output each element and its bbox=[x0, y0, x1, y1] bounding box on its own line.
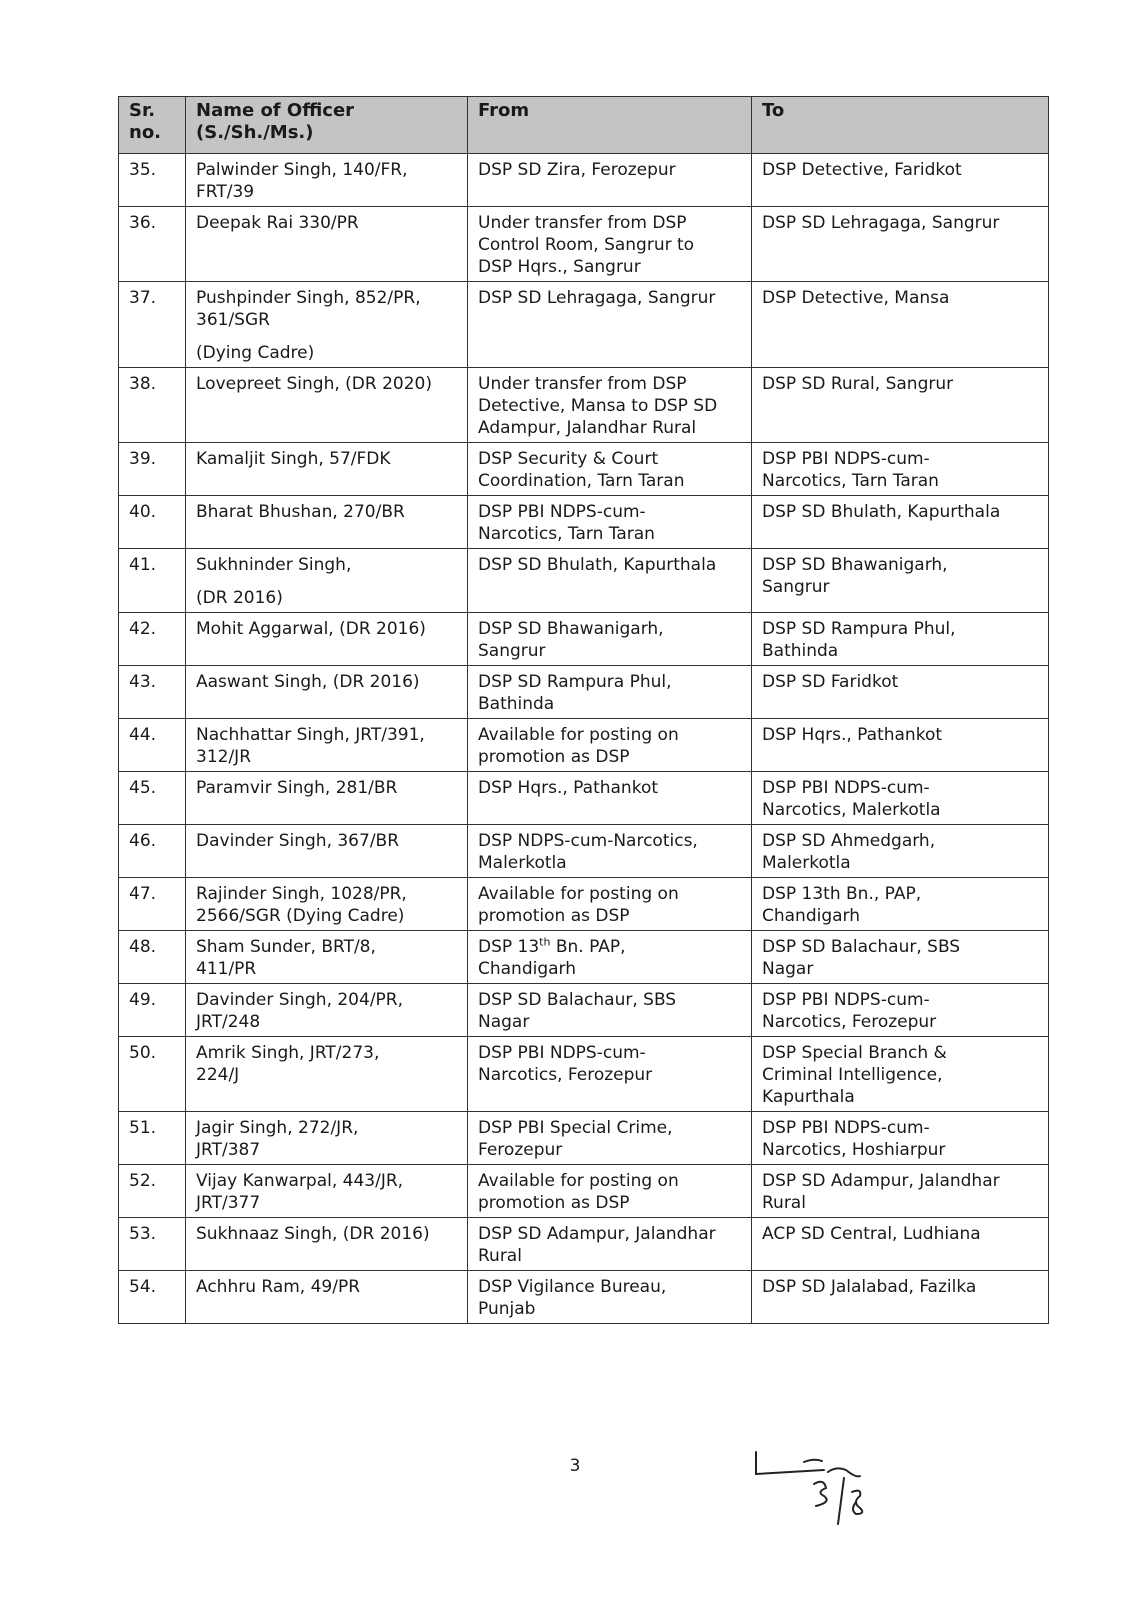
cell-from bbox=[468, 666, 752, 719]
cell-from bbox=[468, 496, 752, 549]
cell-line: 224/J bbox=[196, 1065, 240, 1085]
cell-line: Chandigarh bbox=[478, 959, 577, 979]
cell-to bbox=[752, 1037, 1049, 1112]
cell-to bbox=[752, 613, 1049, 666]
cell-officer-name bbox=[186, 931, 468, 984]
cell-line: Chandigarh bbox=[762, 906, 861, 926]
cell-to bbox=[752, 282, 1049, 368]
cell-line: Punjab bbox=[478, 1299, 536, 1319]
header-sr-no: Sr. no. bbox=[119, 97, 186, 154]
cell-sr-no: 49. bbox=[119, 984, 186, 1037]
cell-sr-no: 36. bbox=[119, 207, 186, 282]
cell-line: DSP SD Adampur, Jalandhar bbox=[762, 1171, 1000, 1191]
cell-line: Narcotics, Tarn Taran bbox=[478, 524, 655, 544]
table-row bbox=[119, 772, 1049, 825]
cell-line: JRT/377 bbox=[196, 1193, 261, 1213]
cell-officer-name bbox=[186, 1112, 468, 1165]
cell-line: Malerkotla bbox=[762, 853, 851, 873]
cell-line: Under transfer from DSP bbox=[478, 213, 687, 233]
cell-line: DSP PBI Special Crime, bbox=[478, 1118, 673, 1138]
cell-to bbox=[752, 1271, 1049, 1324]
table-row bbox=[119, 1112, 1049, 1165]
cell-line: Available for posting on bbox=[478, 1171, 679, 1191]
cell-line: Ferozepur bbox=[478, 1140, 563, 1160]
cell-line: promotion as DSP bbox=[478, 906, 630, 926]
cell-officer-name bbox=[186, 496, 468, 549]
cell-line: DSP SD Adampur, Jalandhar bbox=[478, 1224, 716, 1244]
cell-to bbox=[752, 549, 1049, 613]
cell-line: (DR 2016) bbox=[196, 588, 283, 608]
cell-line: Palwinder Singh, 140/FR, bbox=[196, 160, 408, 180]
cell-line: ACP SD Central, Ludhiana bbox=[762, 1224, 981, 1244]
table-row bbox=[119, 666, 1049, 719]
cell-line: DSP Hqrs., Pathankot bbox=[762, 725, 943, 745]
cell-officer-name bbox=[186, 549, 468, 613]
cell-line: DSP SD Lehragaga, Sangrur bbox=[478, 288, 716, 308]
cell-line: Achhru Ram, 49/PR bbox=[196, 1277, 361, 1297]
table-row bbox=[119, 719, 1049, 772]
cell-line: Sukhnaaz Singh, (DR 2016) bbox=[196, 1224, 430, 1244]
cell-from bbox=[468, 772, 752, 825]
cell-from bbox=[468, 931, 752, 984]
cell-line: DSP SD Rampura Phul, bbox=[762, 619, 956, 639]
cell-line: Rural bbox=[478, 1246, 522, 1266]
transfer-table bbox=[118, 96, 1049, 1324]
cell-line: Vijay Kanwarpal, 443/JR, bbox=[196, 1171, 404, 1191]
table-row bbox=[119, 549, 1049, 613]
cell-line: Narcotics, Hoshiarpur bbox=[762, 1140, 946, 1160]
header-name-of-officer: Name of Officer (S./Sh./Ms.) bbox=[186, 97, 468, 154]
cell-line: Nachhattar Singh, JRT/391, bbox=[196, 725, 425, 745]
cell-from bbox=[468, 1165, 752, 1218]
cell-to bbox=[752, 825, 1049, 878]
table-row bbox=[119, 282, 1049, 368]
cell-line: DSP Hqrs., Pathankot bbox=[478, 778, 659, 798]
cell-line: Adampur, Jalandhar Rural bbox=[478, 418, 697, 438]
cell-line: Narcotics, Ferozepur bbox=[762, 1012, 937, 1032]
cell-line: Narcotics, Malerkotla bbox=[762, 800, 941, 820]
cell-line: Bathinda bbox=[762, 641, 839, 661]
cell-line: Jagir Singh, 272/JR, bbox=[196, 1118, 359, 1138]
cell-line: (Dying Cadre) bbox=[196, 343, 315, 363]
header-from: From bbox=[468, 97, 752, 154]
cell-from bbox=[468, 719, 752, 772]
cell-to bbox=[752, 666, 1049, 719]
cell-to bbox=[752, 496, 1049, 549]
cell-sr-no: 44. bbox=[119, 719, 186, 772]
cell-line: Available for posting on bbox=[478, 725, 679, 745]
cell-officer-name bbox=[186, 1165, 468, 1218]
cell-sr-no: 48. bbox=[119, 931, 186, 984]
cell-line: Detective, Mansa to DSP SD bbox=[478, 396, 718, 416]
cell-officer-name bbox=[186, 282, 468, 368]
cell-line: 2566/SGR (Dying Cadre) bbox=[196, 906, 405, 926]
cell-sr-no: 54. bbox=[119, 1271, 186, 1324]
cell-officer-name bbox=[186, 1271, 468, 1324]
cell-line: Sangrur bbox=[762, 577, 830, 597]
cell-line: DSP Hqrs., Sangrur bbox=[478, 257, 641, 277]
table-row bbox=[119, 613, 1049, 666]
cell-line: Narcotics, Tarn Taran bbox=[762, 471, 939, 491]
cell-sr-no: 35. bbox=[119, 154, 186, 207]
table-row bbox=[119, 154, 1049, 207]
cell-line: Lovepreet Singh, (DR 2020) bbox=[196, 374, 432, 394]
table-row bbox=[119, 1037, 1049, 1112]
cell-line: Available for posting on bbox=[478, 884, 679, 904]
cell-to bbox=[752, 207, 1049, 282]
cell-officer-name bbox=[186, 443, 468, 496]
cell-sr-no: 39. bbox=[119, 443, 186, 496]
cell-sr-no: 43. bbox=[119, 666, 186, 719]
cell-to bbox=[752, 878, 1049, 931]
cell-line: promotion as DSP bbox=[478, 747, 630, 767]
cell-line: DSP SD Bhawanigarh, bbox=[762, 555, 948, 575]
cell-to bbox=[752, 772, 1049, 825]
cell-officer-name bbox=[186, 719, 468, 772]
cell-line: 312/JR bbox=[196, 747, 252, 767]
cell-sr-no: 47. bbox=[119, 878, 186, 931]
cell-line: Sangrur bbox=[478, 641, 546, 661]
cell-from bbox=[468, 368, 752, 443]
table-row bbox=[119, 931, 1049, 984]
cell-from bbox=[468, 825, 752, 878]
cell-line: Bathinda bbox=[478, 694, 555, 714]
cell-line: DSP Vigilance Bureau, bbox=[478, 1277, 667, 1297]
cell-sr-no: 40. bbox=[119, 496, 186, 549]
table-row bbox=[119, 825, 1049, 878]
cell-line: Nagar bbox=[478, 1012, 530, 1032]
cell-line bbox=[196, 576, 457, 587]
cell-line: Davinder Singh, 367/BR bbox=[196, 831, 400, 851]
table-row bbox=[119, 368, 1049, 443]
cell-from bbox=[468, 878, 752, 931]
cell-from bbox=[468, 1218, 752, 1271]
cell-from bbox=[468, 1112, 752, 1165]
cell-line: DSP SD Ahmedgarh, bbox=[762, 831, 936, 851]
cell-line: DSP SD Faridkot bbox=[762, 672, 899, 692]
cell-line: DSP SD Zira, Ferozepur bbox=[478, 160, 676, 180]
cell-officer-name bbox=[186, 207, 468, 282]
cell-sr-no: 46. bbox=[119, 825, 186, 878]
cell-to bbox=[752, 984, 1049, 1037]
table-row bbox=[119, 878, 1049, 931]
cell-line: DSP PBI NDPS-cum- bbox=[762, 1118, 930, 1138]
cell-line: DSP SD Bhawanigarh, bbox=[478, 619, 664, 639]
cell-line: Sham Sunder, BRT/8, bbox=[196, 937, 376, 957]
cell-officer-name bbox=[186, 1218, 468, 1271]
header-to: To bbox=[752, 97, 1049, 154]
cell-line: Aaswant Singh, (DR 2016) bbox=[196, 672, 420, 692]
cell-sr-no: 51. bbox=[119, 1112, 186, 1165]
cell-from bbox=[468, 984, 752, 1037]
cell-line: DSP SD Balachaur, SBS bbox=[478, 990, 677, 1010]
cell-line: 411/PR bbox=[196, 959, 257, 979]
cell-line: DSP 13th Bn. PAP, bbox=[478, 935, 626, 957]
cell-from bbox=[468, 207, 752, 282]
cell-from bbox=[468, 1271, 752, 1324]
cell-line: Davinder Singh, 204/PR, bbox=[196, 990, 404, 1010]
cell-line: Control Room, Sangrur to bbox=[478, 235, 695, 255]
cell-officer-name bbox=[186, 154, 468, 207]
cell-officer-name bbox=[186, 825, 468, 878]
cell-line: Mohit Aggarwal, (DR 2016) bbox=[196, 619, 426, 639]
cell-from bbox=[468, 549, 752, 613]
cell-line: Narcotics, Ferozepur bbox=[478, 1065, 653, 1085]
cell-line: Rajinder Singh, 1028/PR, bbox=[196, 884, 407, 904]
cell-line: Coordination, Tarn Taran bbox=[478, 471, 685, 491]
cell-line: DSP SD Lehragaga, Sangrur bbox=[762, 213, 1000, 233]
cell-line: Malerkotla bbox=[478, 853, 567, 873]
table-row bbox=[119, 496, 1049, 549]
cell-to bbox=[752, 1165, 1049, 1218]
cell-officer-name bbox=[186, 613, 468, 666]
cell-from bbox=[468, 154, 752, 207]
cell-to bbox=[752, 154, 1049, 207]
cell-line: DSP PBI NDPS-cum- bbox=[478, 1043, 646, 1063]
cell-officer-name bbox=[186, 984, 468, 1037]
cell-from bbox=[468, 1037, 752, 1112]
cell-line bbox=[196, 331, 457, 342]
table-header bbox=[119, 97, 1049, 154]
cell-line: DSP Detective, Faridkot bbox=[762, 160, 962, 180]
page-number: 3 bbox=[569, 1456, 581, 1476]
cell-officer-name bbox=[186, 878, 468, 931]
cell-line: JRT/387 bbox=[196, 1140, 261, 1160]
table-row bbox=[119, 1271, 1049, 1324]
cell-line: Rural bbox=[762, 1193, 806, 1213]
handwritten-signature bbox=[752, 1448, 902, 1528]
cell-sr-no: 52. bbox=[119, 1165, 186, 1218]
cell-sr-no: 38. bbox=[119, 368, 186, 443]
cell-officer-name bbox=[186, 1037, 468, 1112]
cell-line: Criminal Intelligence, bbox=[762, 1065, 943, 1085]
cell-line: DSP SD Bhulath, Kapurthala bbox=[478, 555, 717, 575]
cell-line: DSP SD Balachaur, SBS bbox=[762, 937, 961, 957]
cell-line: DSP PBI NDPS-cum- bbox=[478, 502, 646, 522]
table-row bbox=[119, 984, 1049, 1037]
cell-to bbox=[752, 719, 1049, 772]
table-row bbox=[119, 1218, 1049, 1271]
cell-line: 361/SGR bbox=[196, 310, 270, 330]
cell-sr-no: 50. bbox=[119, 1037, 186, 1112]
cell-officer-name bbox=[186, 772, 468, 825]
cell-line: Pushpinder Singh, 852/PR, bbox=[196, 288, 421, 308]
cell-to bbox=[752, 368, 1049, 443]
cell-line: DSP SD Rampura Phul, bbox=[478, 672, 672, 692]
cell-line: Kamaljit Singh, 57/FDK bbox=[196, 449, 391, 469]
table-body bbox=[119, 154, 1049, 1324]
cell-line: Deepak Rai 330/PR bbox=[196, 213, 359, 233]
cell-sr-no: 41. bbox=[119, 549, 186, 613]
cell-line: DSP PBI NDPS-cum- bbox=[762, 449, 930, 469]
cell-line: promotion as DSP bbox=[478, 1193, 630, 1213]
cell-line: DSP 13th Bn., PAP, bbox=[762, 884, 922, 904]
cell-line: Paramvir Singh, 281/BR bbox=[196, 778, 398, 798]
cell-line: DSP Security & Court bbox=[478, 449, 659, 469]
table-row bbox=[119, 207, 1049, 282]
table-row bbox=[119, 1165, 1049, 1218]
cell-sr-no: 45. bbox=[119, 772, 186, 825]
cell-line: DSP Special Branch & bbox=[762, 1043, 947, 1063]
cell-line: FRT/39 bbox=[196, 182, 255, 202]
cell-line: DSP SD Rural, Sangrur bbox=[762, 374, 954, 394]
table-row bbox=[119, 443, 1049, 496]
cell-line: DSP PBI NDPS-cum- bbox=[762, 990, 930, 1010]
cell-to bbox=[752, 1112, 1049, 1165]
cell-from bbox=[468, 613, 752, 666]
cell-sr-no: 42. bbox=[119, 613, 186, 666]
cell-line: Bharat Bhushan, 270/BR bbox=[196, 502, 405, 522]
cell-line: DSP SD Bhulath, Kapurthala bbox=[762, 502, 1001, 522]
cell-line: Under transfer from DSP bbox=[478, 374, 687, 394]
cell-to bbox=[752, 443, 1049, 496]
cell-sr-no: 53. bbox=[119, 1218, 186, 1271]
cell-line: Amrik Singh, JRT/273, bbox=[196, 1043, 380, 1063]
cell-line: DSP Detective, Mansa bbox=[762, 288, 950, 308]
cell-sr-no: 37. bbox=[119, 282, 186, 368]
cell-line: Sukhninder Singh, bbox=[196, 555, 352, 575]
cell-officer-name bbox=[186, 368, 468, 443]
cell-officer-name bbox=[186, 666, 468, 719]
cell-to bbox=[752, 1218, 1049, 1271]
cell-line: JRT/248 bbox=[196, 1012, 261, 1032]
cell-line: DSP NDPS-cum-Narcotics, bbox=[478, 831, 698, 851]
cell-line: DSP SD Jalalabad, Fazilka bbox=[762, 1277, 977, 1297]
cell-line: Nagar bbox=[762, 959, 814, 979]
cell-from bbox=[468, 443, 752, 496]
cell-to bbox=[752, 931, 1049, 984]
cell-from bbox=[468, 282, 752, 368]
cell-line: Kapurthala bbox=[762, 1087, 855, 1107]
cell-line: DSP PBI NDPS-cum- bbox=[762, 778, 930, 798]
